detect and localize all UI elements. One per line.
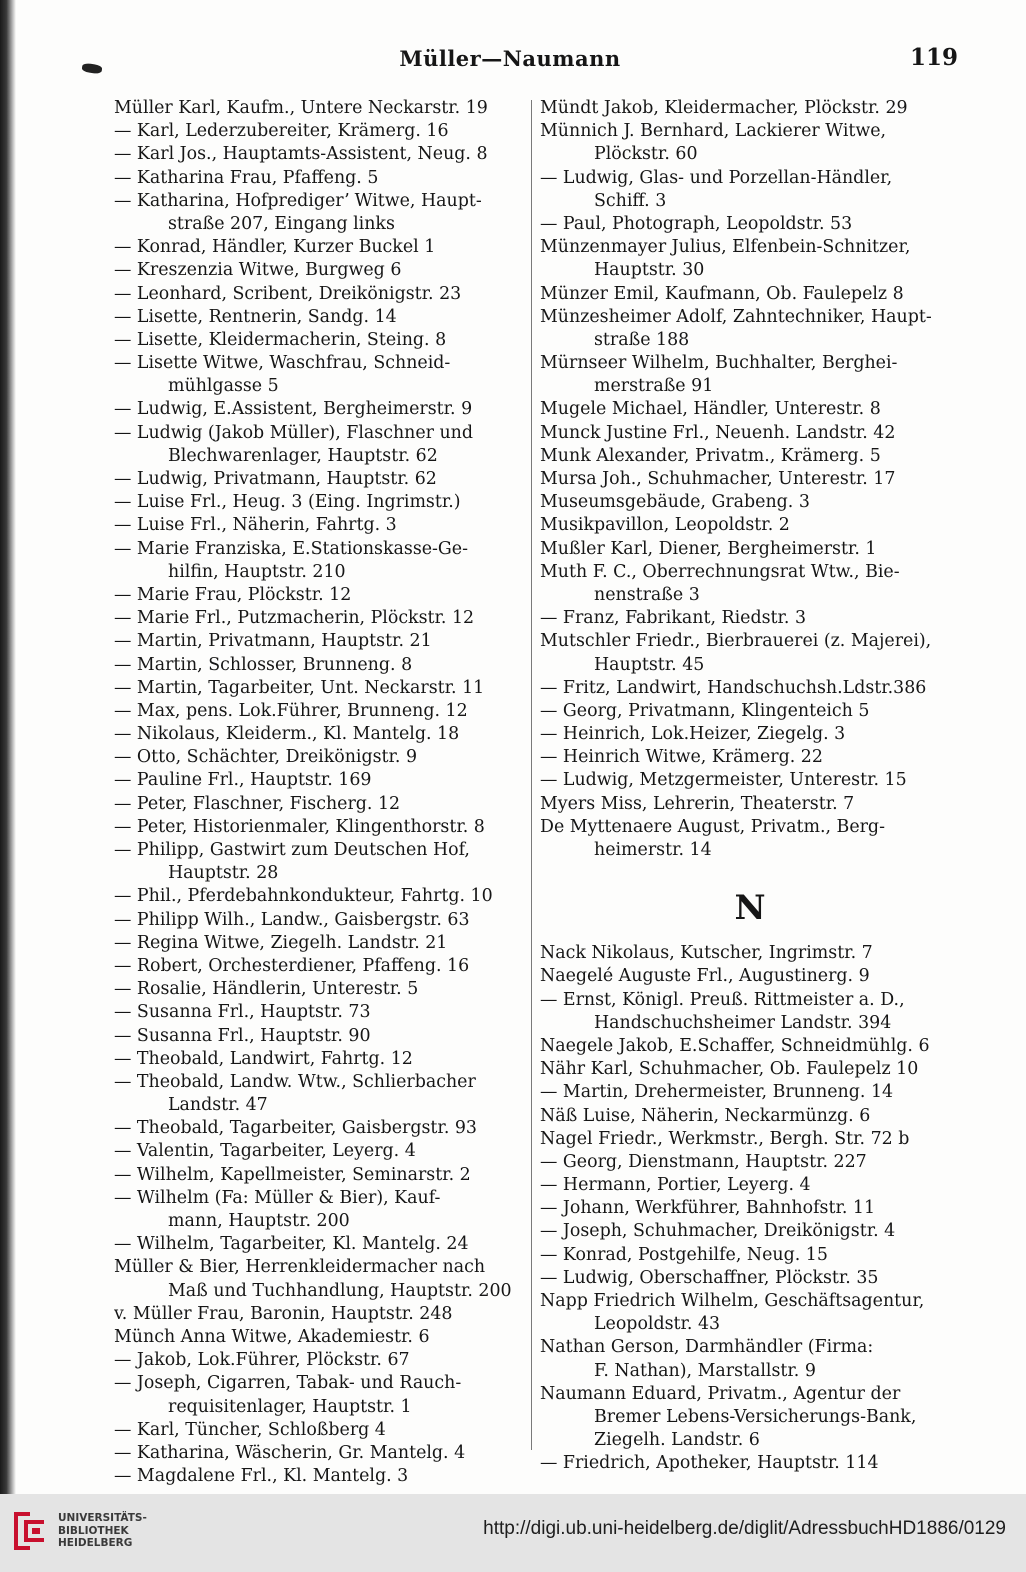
directory-entry-line: F. Nathan), Marstallstr. 9 (594, 1360, 816, 1381)
directory-entry-line: — Nikolaus, Kleiderm., Kl. Mantelg. 18 (114, 724, 460, 745)
right-column (540, 97, 960, 1476)
directory-entry-line: Mündt Jakob, Kleidermacher, Plöckstr. 29 (540, 98, 908, 118)
directory-entry-line: — Georg, Privatmann, Klingenteich 5 (540, 700, 870, 721)
directory-entry-line: merstraße 91 (594, 376, 714, 397)
directory-entry-line: — Friedrich, Apotheker, Hauptstr. 114 (540, 1453, 879, 1474)
directory-entry-line: Hauptstr. 30 (594, 260, 705, 281)
directory-entry-line: Nathan Gerson, Darmhändler (Firma: (540, 1337, 874, 1358)
directory-entry-line: Mursa Joh., Schuhmacher, Unterestr. 17 (540, 469, 896, 489)
directory-entry-line: — Max, pens. Lok.Führer, Brunneng. 12 (114, 700, 468, 721)
running-head-title: Müller—Naumann (399, 46, 621, 71)
directory-entry-line: — Heinrich Witwe, Krämerg. 22 (540, 747, 823, 768)
directory-entry-line: — Martin, Schlosser, Brunneng. 8 (114, 654, 413, 675)
directory-entry-line: — Heinrich, Lok.Heizer, Ziegelg. 3 (540, 724, 846, 745)
footer-bar (0, 1494, 1026, 1572)
left-column (114, 97, 526, 1488)
directory-entry-line: — Katharina, Hofpredigerʼ Witwe, Haupt- (114, 190, 482, 211)
directory-entry-line: mann, Hauptstr. 200 (168, 1211, 350, 1231)
directory-entry-line: — Wilhelm, Tagarbeiter, Kl. Mantelg. 24 (114, 1234, 469, 1255)
directory-entry-line: Mugele Michael, Händler, Unterestr. 8 (540, 399, 881, 420)
directory-entry-line: Blechwarenlager, Hauptstr. 62 (168, 445, 438, 466)
directory-entry-line: — Marie Franziska, E.Stationskasse-Ge- (114, 538, 468, 559)
directory-entry-line: — Pauline Frl., Hauptstr. 169 (114, 770, 372, 791)
directory-entry-line: Mutschler Friedr., Bierbrauerei (z. Majerei), (540, 631, 932, 652)
directory-entry-line: — Ernst, Königl. Preuß. Rittmeister a. D., (540, 989, 905, 1010)
library-name-line: HEIDELBERG (58, 1537, 133, 1549)
directory-entry-line: v. Müller Frau, Baronin, Hauptstr. 248 (114, 1303, 453, 1324)
directory-entry-line: — Susanna Frl., Hauptstr. 90 (114, 1025, 371, 1046)
directory-entry-line: — Georg, Dienstmann, Hauptstr. 227 (540, 1151, 867, 1172)
directory-entry-line: — Theobald, Landw. Wtw., Schlierbacher (114, 1071, 476, 1092)
directory-entry-line: — Theobald, Tagarbeiter, Gaisbergstr. 93 (114, 1118, 478, 1139)
directory-entry-line: straße 188 (594, 329, 690, 350)
directory-entry-line: Nagel Friedr., Werkmstr., Bergh. Str. 72 b (540, 1128, 910, 1149)
running-head (0, 40, 1026, 80)
directory-entry-line: — Phil., Pferdebahnkondukteur, Fahrtg. 10 (114, 886, 493, 907)
directory-entry-line: — Karl Jos., Hauptamts-Assistent, Neug. 8 (114, 144, 488, 165)
directory-entry-line: Handschuchsheimer Landstr. 394 (594, 1012, 892, 1033)
directory-entry-line: — Konrad, Händler, Kurzer Buckel 1 (114, 237, 436, 258)
directory-entry-line: — Fritz, Landwirt, Handschuchsh.Ldstr.386 (540, 677, 927, 698)
directory-entry-line: — Philipp, Gastwirt zum Deutschen Hof, (114, 840, 470, 860)
directory-entry-line: Münzesheimer Adolf, Zahntechniker, Haupt- (540, 306, 932, 327)
directory-entry-line: — Peter, Historienmaler, Klingenthorstr. 8 (114, 816, 485, 837)
directory-entry-line: — Joseph, Cigarren, Tabak- und Rauch- (114, 1373, 462, 1394)
directory-entry-line: De Myttenaere August, Privatm., Berg- (540, 816, 885, 837)
directory-entry-line: — Karl, Lederzubereiter, Krämerg. 16 (114, 121, 449, 142)
directory-entry-line: — Theobald, Landwirt, Fahrtg. 12 (114, 1048, 413, 1069)
directory-entry-line: Naegele Jakob, E.Schaffer, Schneidmühlg. 6 (540, 1035, 930, 1056)
directory-entry-line: — Franz, Fabrikant, Riedstr. 3 (540, 608, 807, 629)
directory-entry-line: Münzer Emil, Kaufmann, Ob. Faulepelz 8 (540, 283, 904, 304)
directory-entry-line: Näß Luise, Näherin, Neckarmünzg. 6 (540, 1105, 871, 1126)
directory-entry-line: — Leonhard, Scribent, Dreikönigstr. 23 (114, 283, 462, 304)
section-initial-letter: N (734, 888, 766, 929)
directory-entry-line: hilfin, Hauptstr. 210 (168, 561, 346, 582)
directory-entry-line: Musikpavillon, Leopoldstr. 2 (540, 515, 790, 536)
directory-entry-line: mühlgasse 5 (168, 376, 279, 397)
directory-entry-line: — Katharina, Wäscherin, Gr. Mantelg. 4 (114, 1442, 466, 1463)
directory-entry-line: — Ludwig, Metzgermeister, Unterestr. 15 (540, 770, 907, 791)
directory-entry-line: Munck Justine Frl., Neuenh. Landstr. 42 (540, 422, 896, 443)
directory-entry-line: — Martin, Tagarbeiter, Unt. Neckarstr. 11 (114, 677, 485, 698)
directory-entry-line: — Robert, Orchesterdiener, Pfaffeng. 16 (114, 955, 470, 976)
directory-entry-line: — Martin, Privatmann, Hauptstr. 21 (114, 631, 432, 652)
column-divider (531, 100, 532, 1450)
directory-entry-line: Plöckstr. 60 (594, 144, 698, 165)
directory-entry-line: Nack Nikolaus, Kutscher, Ingrimstr. 7 (540, 943, 873, 964)
directory-entry-line: Müller Karl, Kaufm., Untere Neckarstr. 19 (114, 98, 488, 118)
page-binding-edge (0, 0, 16, 1494)
directory-entry-line: Münnich J. Bernhard, Lackierer Witwe, (540, 121, 887, 142)
directory-entry-line: — Valentin, Tagarbeiter, Leyerg. 4 (114, 1141, 416, 1162)
library-name-line: UNIVERSITÄTS- (58, 1512, 147, 1524)
directory-entry-line: Myers Miss, Lehrerin, Theaterstr. 7 (540, 793, 855, 814)
directory-entry-line: nenstraße 3 (594, 584, 700, 605)
source-url-link[interactable]: http://digi.ub.uni-heidelberg.de/diglit/AdressbuchHD1886/0129 (483, 1518, 1006, 1539)
directory-entry-line: — Luise Frl., Näherin, Fahrtg. 3 (114, 515, 397, 536)
directory-entry-line: — Ludwig (Jakob Müller), Flaschner und (114, 422, 474, 443)
directory-entry-line: — Rosalie, Händlerin, Unterestr. 5 (114, 979, 419, 1000)
directory-entry-line: — Magdalene Frl., Kl. Mantelg. 3 (114, 1466, 409, 1487)
directory-entry-line: — Philipp Wilh., Landw., Gaisbergstr. 63 (114, 909, 470, 930)
directory-entry-line: Mußler Karl, Diener, Bergheimerstr. 1 (540, 538, 877, 559)
directory-entry-line: Hauptstr. 45 (594, 654, 705, 675)
directory-entry-line: — Ludwig, Glas- und Porzellan-Händler, (540, 167, 893, 188)
directory-entry-line: — Ludwig, E.Assistent, Bergheimerstr. 9 (114, 399, 473, 420)
directory-entry-line: Munk Alexander, Privatm., Krämerg. 5 (540, 445, 881, 466)
library-name (58, 1512, 147, 1550)
directory-entry-line: Bremer Lebens-Versicherungs-Bank, (594, 1406, 917, 1427)
directory-entry-line: Schiff. 3 (594, 190, 667, 211)
directory-entry-line: Maß und Tuchhandlung, Hauptstr. 200 (168, 1280, 512, 1301)
directory-entry-line: Leopoldstr. 43 (594, 1314, 721, 1335)
directory-entry-line: Mürnseer Wilhelm, Buchhalter, Berghei- (540, 353, 898, 374)
directory-entry-line: — Marie Frau, Plöckstr. 12 (114, 584, 352, 605)
directory-entry-line: — Regina Witwe, Ziegelh. Landstr. 21 (114, 932, 448, 953)
directory-entry-line: — Wilhelm, Kapellmeister, Seminarstr. 2 (114, 1164, 471, 1185)
directory-entry-line: — Konrad, Postgehilfe, Neug. 15 (540, 1244, 828, 1265)
directory-entry-line: Muth F. C., Oberrechnungsrat Wtw., Bie- (540, 561, 900, 582)
directory-entry-line: — Martin, Drehermeister, Brunneng. 14 (540, 1082, 894, 1103)
directory-entry-line: Nähr Karl, Schuhmacher, Ob. Faulepelz 10 (540, 1059, 919, 1080)
directory-entry-line: Müller & Bier, Herrenkleidermacher nach (114, 1257, 486, 1278)
library-name-line: BIBLIOTHEK (58, 1524, 129, 1537)
directory-entry-line: requisitenlager, Hauptstr. 1 (168, 1396, 412, 1417)
directory-entry-line: Naumann Eduard, Privatm., Agentur der (540, 1383, 901, 1404)
directory-entry-line: Naegelé Auguste Frl., Augustinerg. 9 (540, 966, 870, 987)
directory-entry-line: — Joseph, Schuhmacher, Dreikönigstr. 4 (540, 1221, 896, 1242)
directory-entry-line: — Ludwig, Oberschaffner, Plöckstr. 35 (540, 1267, 879, 1288)
directory-entry-line: Napp Friedrich Wilhelm, Geschäftsagentur, (540, 1291, 925, 1311)
directory-entry-line: — Wilhelm (Fa: Müller & Bier), Kauf- (114, 1187, 441, 1208)
university-library-logo-icon (10, 1508, 48, 1554)
directory-entry-line: — Otto, Schächter, Dreikönigstr. 9 (114, 747, 418, 768)
directory-entry-line: — Lisette, Rentnerin, Sandg. 14 (114, 306, 397, 327)
directory-entry-line: — Peter, Flaschner, Fischerg. 12 (114, 793, 401, 814)
directory-entry-line: heimerstr. 14 (594, 840, 712, 860)
directory-entry-line: straße 207, Eingang links (168, 213, 395, 234)
directory-entry-line: — Johann, Werkführer, Bahnhofstr. 11 (540, 1198, 876, 1219)
directory-entry-line: Landstr. 47 (168, 1095, 268, 1116)
directory-entry-line: Münch Anna Witwe, Akademiestr. 6 (114, 1326, 430, 1347)
directory-entry-line: — Hermann, Portier, Leyerg. 4 (540, 1175, 811, 1196)
directory-entry-line: — Luise Frl., Heug. 3 (Eing. Ingrimstr.) (114, 492, 461, 513)
directory-entry-line: — Kreszenzia Witwe, Burgweg 6 (114, 260, 402, 281)
page-number: 119 (909, 44, 958, 71)
directory-entry-line: Hauptstr. 28 (168, 863, 279, 884)
directory-entry-line: — Karl, Tüncher, Schloßberg 4 (114, 1419, 386, 1440)
directory-entry-line: — Ludwig, Privatmann, Hauptstr. 62 (114, 469, 437, 489)
directory-entry-line: — Marie Frl., Putzmacherin, Plöckstr. 12 (114, 608, 475, 629)
directory-entry-line: — Lisette, Kleidermacherin, Steing. 8 (114, 329, 447, 350)
directory-entry-line: Museumsgebäude, Grabeng. 3 (540, 492, 810, 513)
directory-entry-line: — Lisette Witwe, Waschfrau, Schneid- (114, 353, 451, 374)
directory-entry-line: — Jakob, Lok.Führer, Plöckstr. 67 (114, 1350, 410, 1371)
directory-entry-line: Ziegelh. Landstr. 6 (594, 1430, 760, 1451)
directory-entry-line: Münzenmayer Julius, Elfenbein-Schnitzer, (540, 237, 911, 258)
directory-entry-line: — Paul, Photograph, Leopoldstr. 53 (540, 213, 853, 234)
directory-entry-line: — Katharina Frau, Pfaffeng. 5 (114, 167, 379, 188)
directory-entry-line: — Susanna Frl., Hauptstr. 73 (114, 1002, 371, 1023)
